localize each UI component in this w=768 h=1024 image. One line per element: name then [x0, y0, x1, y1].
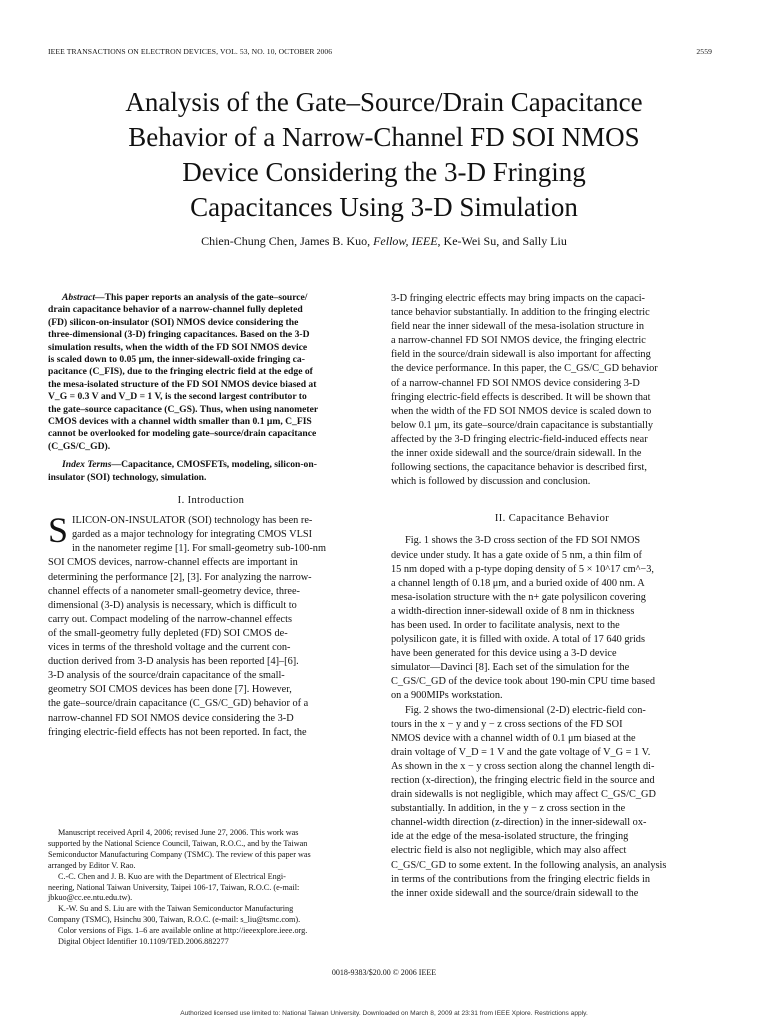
right-intro-line: field in the source/drain sidewall is also important for affecting: [391, 349, 651, 361]
intro-line: carry out. Compact modeling of the narrow-channel effects: [48, 613, 292, 625]
section-heading-introduction: I. Introduction: [177, 495, 245, 507]
s2p1-line: device under study. It has a gate oxide of 5 nm, a thin film of: [391, 549, 642, 561]
s2p2-line: drain voltage of V_D = 1 V and the gate voltage of V_G = 1 V.: [391, 746, 651, 758]
intro-line: of the small-geometry fully depleted (FD) SOI CMOS de-: [48, 627, 288, 639]
author-list: [60, 234, 708, 249]
footnote-line: Manuscript received April 4, 2006; revised June 27, 2006. This work was: [58, 828, 299, 837]
right-column: [391, 292, 713, 901]
right-intro-line: fringing electric-field effects is described. It will be shown that: [391, 391, 651, 403]
paper-title: [60, 85, 708, 225]
abstract-line: three-dimensional (3-D) fringing capacitances. Based on the 3-D: [48, 329, 310, 341]
right-intro-line: 3-D fringing electric effects may bring impacts on the capaci-: [391, 293, 645, 304]
footnote-line: Digital Object Identifier 10.1109/TED.2006.882277: [58, 937, 229, 947]
intro-line: channel effects of a nanometer small-geometry device, three-: [48, 585, 300, 597]
s2p1-line: simulator—Davinci [8]. Each set of the simulation for the: [391, 662, 630, 674]
s2p1-line: mesa-isolation structure with the n+ gate polysilicon covering: [391, 591, 646, 603]
s2p2-line: substantially. In addition, in the y − z cross section in the: [391, 803, 626, 815]
s2p1-line: Fig. 1 shows the 3-D cross section of the FD SOI NMOS: [405, 535, 641, 547]
s2p1-line: a channel length of 0.18 μm, and a buried oxide of 400 nm. A: [391, 577, 645, 589]
intro-line: the gate–source/drain capacitance (C_GS/C_GD) behavior of a: [48, 698, 309, 710]
intro-line: determining the performance [2], [3]. For analyzing the narrow-: [48, 571, 312, 583]
abstract-line: simulation results, when the width of the FD SOI NMOS device: [48, 341, 308, 353]
index-terms-label: Index Terms—: [62, 459, 122, 471]
s2p1-line: on a 900MIPs workstation.: [391, 690, 503, 702]
intro-line: dimensional (3-D) analysis is necessary, which is difficult to: [48, 599, 297, 611]
license-notice: Authorized licensed use limited to: National Taiwan University. Downloaded on March 8, 2009 at 23:31 from IEEE Xplore. Restrictions apply.: [180, 1010, 588, 1017]
abstract: [48, 292, 374, 453]
abstract-line: is scaled down to 0.05 μm, the inner-sidewall-oxide fringing ca-: [48, 354, 305, 366]
abstract-line: V_G = 0.3 V and V_D = 1 V, is the second largest contributor to: [48, 391, 307, 403]
authors-part-a: Chien-Chung Chen, James B. Kuo,: [201, 234, 371, 248]
footnote-line: neering, National Taiwan University, Taipei 106-17, Taiwan, R.O.C. (e-mail:: [48, 882, 300, 892]
right-intro-line: when the width of the FD SOI NMOS device is scaled down to: [391, 405, 652, 417]
footnote-line: Color versions of Figs. 1–6 are available online at http://ieeexplore.ieee.org.: [58, 926, 308, 936]
abstract-line: CMOS devices with a channel width smaller than 0.1 μm, C_FIS: [48, 416, 312, 428]
s2p1-line: a width-direction inner-sidewall oxide of 8 nm in thickness: [391, 605, 635, 617]
title-line: Device Considering the 3-D Fringing: [182, 157, 586, 187]
intro-line: ILICON-ON-INSULATOR (SOI) technology has been re-: [72, 515, 313, 527]
abstract-line: the gate–source capacitance (C_GS). Thus, when using nanometer: [48, 403, 319, 415]
s2p2-line: NMOS device with a channel width of 0.1 μm biased at the: [391, 732, 636, 744]
s2p1-line: has been used. In order to facilitate analysis, next to the: [391, 619, 620, 631]
s2p2-line: C_GS/C_GD to some extent. In the following analysis, an analysis: [391, 859, 667, 871]
right-intro-line: of a narrow-channel FD SOI NMOS device considering 3-D: [391, 377, 640, 389]
s2p2-line: Fig. 2 shows the two-dimensional (2-D) electric-field con-: [405, 704, 646, 716]
intro-line: 3-D analysis of the source/drain capacitance of the small-: [48, 670, 285, 682]
right-intro-line: below 0.1 μm, its gate–source/drain capacitance is substantially: [391, 419, 654, 431]
s2p2-line: ide at the edge of the mesa-isolated structure, the fringing: [391, 831, 629, 843]
intro-line: vices in terms of the threshold voltage and the current con-: [48, 642, 291, 654]
right-intro: [391, 292, 713, 489]
authors-fellow: Fellow, IEEE: [373, 234, 438, 248]
copyright-line: 0018-9383/$20.00 © 2006 IEEE: [331, 968, 437, 977]
right-intro-line: the inner oxide sidewall and the source/drain sidewall. In the: [391, 448, 642, 460]
section2-para2: [391, 704, 713, 901]
right-intro-line: affected by the 3-D fringing electric-field-induced effects near: [391, 433, 648, 445]
s2p2-line: channel-width direction (z-direction) in the inner-sidewall ox-: [391, 817, 647, 829]
abstract-line: the mesa-isolated structure of the FD SOI NMOS device biased at: [48, 378, 317, 390]
right-intro-line: following sections, the capacitance behavior is described first,: [391, 462, 647, 474]
index-terms-line: insulator (SOI) technology, simulation.: [48, 471, 207, 483]
s2p1-line: 15 nm doped with a p-type doping density of 5 × 10^17 cm^−3,: [391, 563, 654, 575]
abstract-label: Abstract—: [62, 292, 105, 303]
left-column: [48, 292, 374, 740]
s2p2-line: As shown in the x − y cross section along the channel length di-: [391, 760, 655, 772]
title-line: Analysis of the Gate–Source/Drain Capacitance: [125, 87, 643, 117]
right-intro-line: the device performance. In this paper, the C_GS/C_GD behavior: [391, 363, 658, 375]
footnote-line: supported by the National Science Council, Taiwan, R.O.C., and by the Taiwan: [48, 838, 308, 848]
s2p2-line: drain sidewalls is not negligible, which may affect C_GS/C_GD: [391, 789, 656, 801]
footnote-line: Semiconductor Manufacturing Company (TSMC). The review of this paper was: [48, 849, 311, 859]
s2p2-line: the inner oxide sidewall and the source/drain sidewall to the: [391, 887, 639, 899]
section-heading-capacitance-behavior: II. Capacitance Behavior: [494, 513, 610, 525]
abstract-line: pacitance (C_FIS), due to the fringing electric field at the edge of: [48, 366, 313, 378]
right-intro-line: a narrow-channel FD SOI NMOS device, the fringing electric: [391, 335, 646, 347]
index-terms: [48, 459, 374, 484]
s2p2-line: electric field is also not negligible, which may also affect: [391, 845, 627, 857]
s2p2-line: rection (x-direction), the fringing electric field in the source and: [391, 775, 655, 786]
right-intro-line: which is followed by discussion and conclusion.: [391, 476, 591, 488]
title-line: Capacitances Using 3-D Simulation: [190, 192, 578, 222]
abstract-line: (C_GS/C_GD).: [48, 440, 111, 452]
right-intro-line: field near the inner sidewall of the mesa-isolation structure in: [391, 321, 645, 333]
right-intro-line: tance behavior substantially. In addition to the fringing electric: [391, 307, 650, 319]
intro-line: fringing electric-field effects has not been reported. In fact, the: [48, 726, 307, 738]
abstract-line: (FD) silicon-on-insulator (SOI) NMOS device considering the: [48, 316, 299, 328]
s2p1-line: C_GS/C_GD of the device took about 190-min CPU time based: [391, 676, 655, 688]
abstract-line: cannot be overlooked for modeling gate–source/drain capacitance: [48, 428, 317, 440]
intro-line: geometry SOI CMOS devices has been done [7]. However,: [48, 684, 292, 696]
page-number: 2559: [696, 47, 712, 56]
intro-line: narrow-channel FD SOI NMOS device considering the 3-D: [48, 712, 294, 724]
section2-para1: [391, 534, 713, 703]
footnote-line: C.-C. Chen and J. B. Kuo are with the Department of Electrical Engi-: [58, 871, 286, 881]
index-terms-line: Capacitance, CMOSFETs, modeling, silicon-on-: [121, 459, 317, 471]
intro-line: in the nanometer regime [1]. For small-geometry sub-100-nm: [72, 543, 326, 555]
introduction-body: [48, 510, 374, 740]
intro-line: SOI CMOS devices, narrow-channel effects are important in: [48, 557, 298, 569]
footnote-line: arranged by Editor V. Rao.: [48, 860, 136, 870]
authors-part-b: , Ke-Wei Su, and Sally Liu: [437, 234, 567, 248]
s2p2-line: tours in the x − y and y − z cross sections of the FD SOI: [391, 718, 623, 730]
s2p1-line: polysilicon gate, it is filled with oxide. A total of 17 640 grids: [391, 634, 645, 646]
abstract-line: This paper reports an analysis of the gate–source/: [104, 292, 308, 303]
footnotes: [48, 828, 374, 948]
intro-line: duction derived from 3-D analysis has been reported [4]–[6].: [48, 656, 299, 668]
running-header-journal: IEEE TRANSACTIONS ON ELECTRON DEVICES, VOL. 53, NO. 10, OCTOBER 2006: [48, 47, 333, 56]
footnote-line: jbkuo@cc.ee.ntu.edu.tw).: [48, 893, 133, 903]
abstract-line: drain capacitance behavior of a narrow-channel fully depleted: [48, 304, 303, 316]
title-line: Behavior of a Narrow-Channel FD SOI NMOS: [128, 122, 640, 152]
intro-line: garded as a major technology for integrating CMOS VLSI: [72, 529, 313, 541]
dropcap-letter: S: [48, 510, 69, 551]
footnote-line: Company (TSMC), Hsinchu 300, Taiwan, R.O.C. (e-mail: s_liu@tsmc.com).: [48, 915, 301, 925]
footnote-line: K.-W. Su and S. Liu are with the Taiwan Semiconductor Manufacturing: [58, 904, 294, 914]
s2p1-line: have been generated for this device using a 3-D device: [391, 648, 617, 660]
s2p2-line: in terms of the contributions from the fringing electric fields in: [391, 873, 651, 885]
